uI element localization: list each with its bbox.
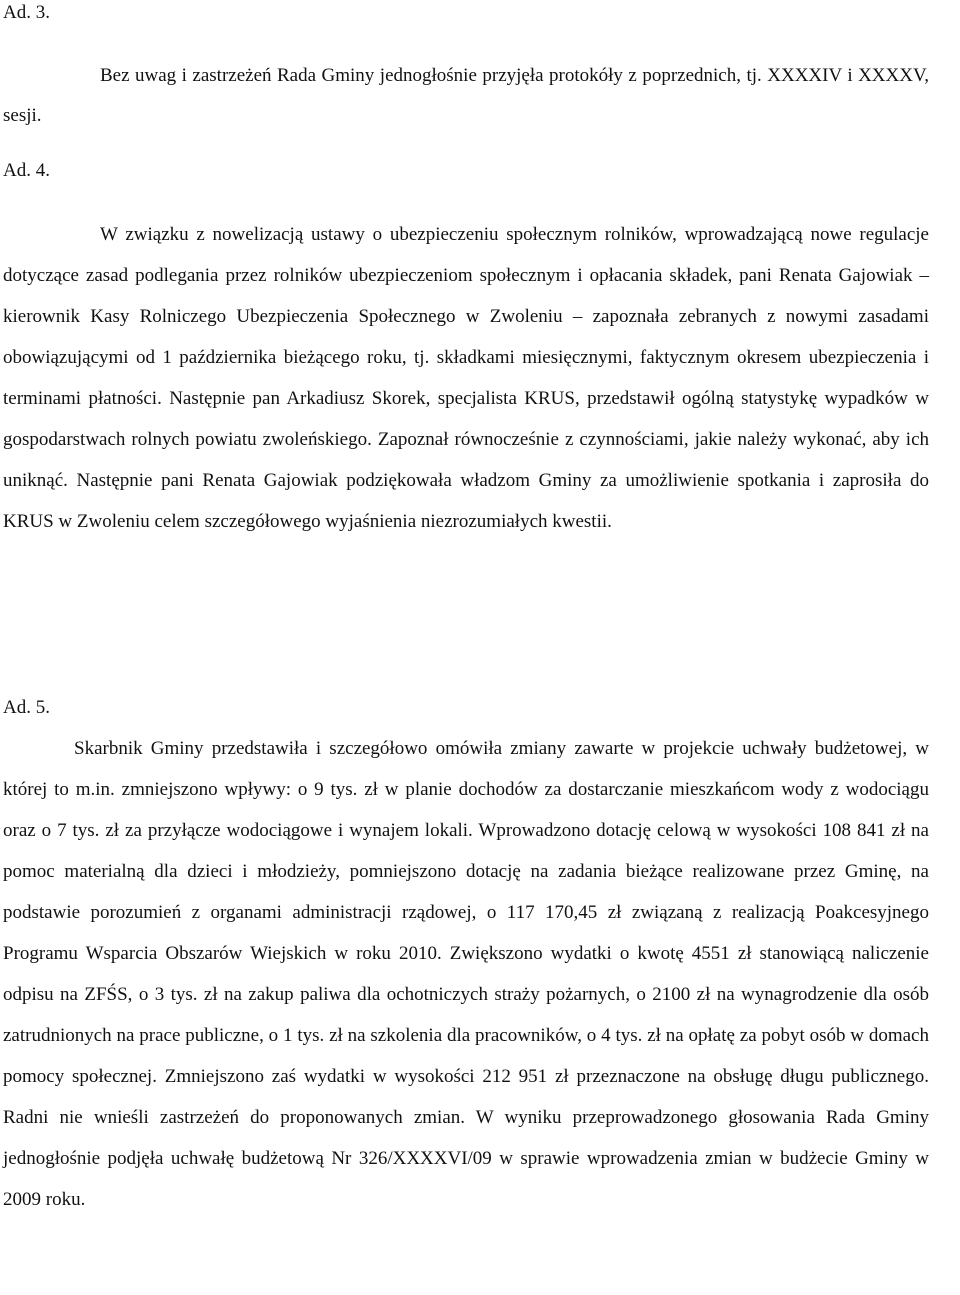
section-text-ad4: W związku z nowelizacją ustawy o ubezpieczeniu społecznym rolników, wprowadzającą nowe regulacje dotyczące zasad podlegania przez rolników ubezpieczeniom społecznym i opłacania składek, pani Renata Gajowiak – kierownik Kasy Rolniczego Ubezpieczenia Społecznego w Zwoleniu – zapoznała zebranych z nowymi zasadami obowiązującymi od 1 października bieżącego roku, tj. składkami miesięcznymi, faktycznym okresem ubezpieczenia i terminami płatności. Następnie pan Arkadiusz Skorek, specjalista KRUS, przedstawił ogólną statystykę wypadków w gospodarstwach rolnych powiatu zwoleńskiego. Zapoznał równocześnie z czynnościami, jakie należy wykonać, aby ich uniknąć. Następnie pani Renata Gajowiak podziękowała władzom Gminy za umożliwienie spotkania i zaprosiła do KRUS w Zwoleniu celem szczegółowego wyjaśnienia niezrozumiałych kwestii.: [3, 224, 929, 532]
section-text-ad3: Bez uwag i zastrzeżeń Rada Gminy jednogłośnie przyjęła protokóły z poprzednich, tj. XXXXIV i XXXXV, sesji.: [3, 65, 929, 126]
section-text-ad5: Skarbnik Gminy przedstawiła i szczegółowo omówiła zmiany zawarte w projekcie uchwały budżetowej, w której to m.in. zmniejszono wpływy: o 9 tys. zł w planie dochodów za dostarczanie mieszkańcom wody z wodociągu oraz o 7 tys. zł za przyłącze wodociągowe i wynajem lokali. Wprowadzono dotację celową w wysokości 108 841 zł na pomoc materialną dla dzieci i młodzieży, pomniejszono dotację na zadania bieżące realizowane przez Gminę, na podstawie porozumień z organami administracji rządowej, o 117 170,45 zł związaną z realizacją Poakcesyjnego Programu Wsparcia Obszarów Wiejskich w roku 2010. Zwiększono wydatki o kwotę 4551 zł stanowiącą naliczenie odpisu na ZFŚS, o 3 tys. zł na zakup paliwa dla ochotniczych straży pożarnych, o 2100 zł na wynagrodzenie dla osób zatrudnionych na prace publiczne, o 1 tys. zł na szkolenia dla pracowników, o 4 tys. zł na opłatę za pobyt osób w domach pomocy społecznej. Zmniejszono zaś wydatki w wysokości 212 951 zł przeznaczone na obsługę długu publicznego. Radni nie wnieśli zastrzeżeń do proponowanych zmian. W wyniku przeprowadzonego głosowania Rada Gminy jednogłośnie podjęła uchwałę budżetową Nr 326/XXXXVI/09 w sprawie wprowadzenia zmian w budżecie Gminy w 2009 roku.: [3, 738, 929, 1210]
section-heading-ad5: Ad. 5.: [3, 697, 50, 718]
section-heading-ad4: Ad. 4.: [3, 160, 50, 181]
section-heading-ad3: Ad. 3.: [3, 2, 50, 23]
